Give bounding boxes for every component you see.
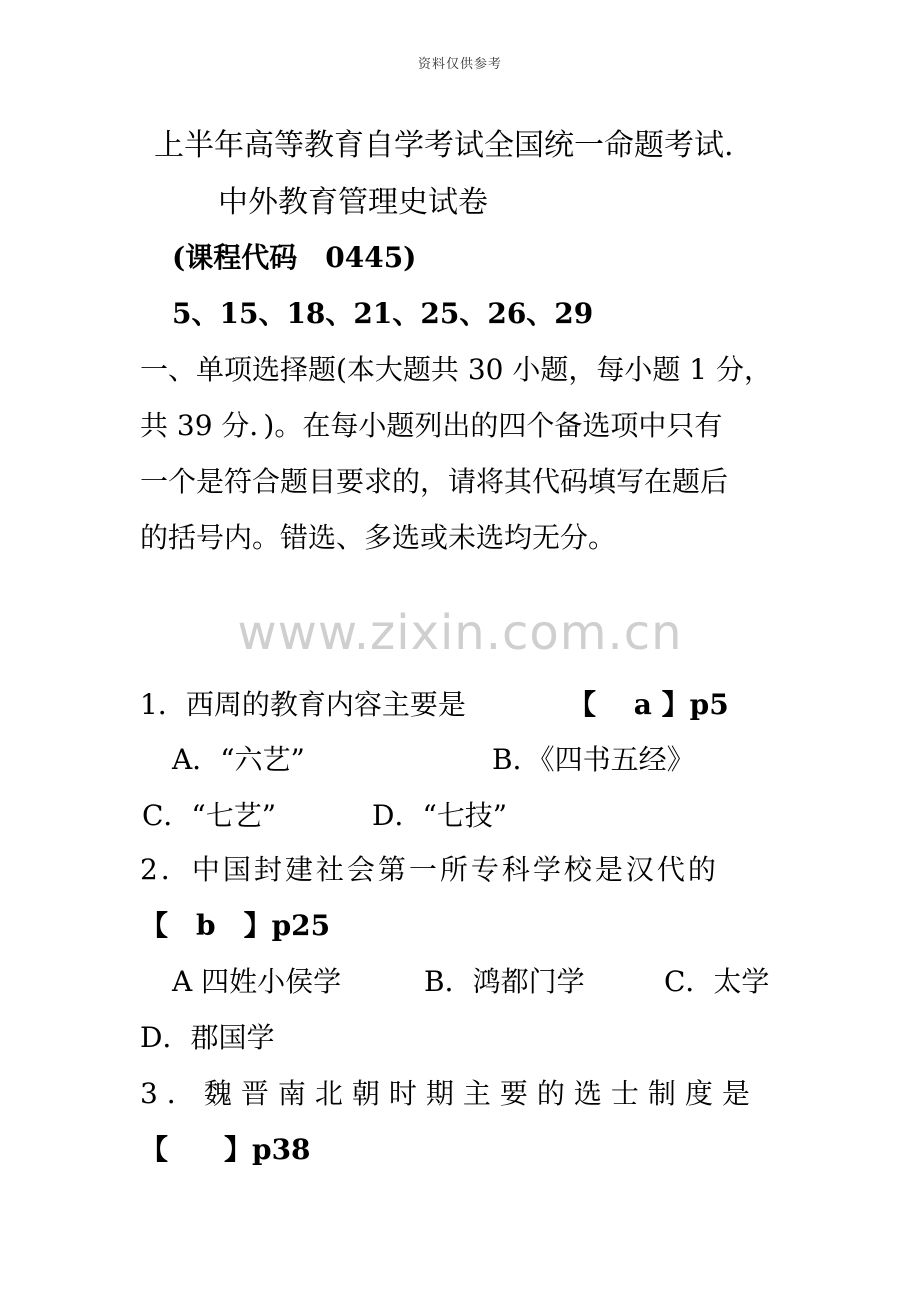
course-code: (课程代码 0445) <box>172 241 417 274</box>
question-2-stem: 2．中国封建社会第一所专科学校是汉代的 <box>140 853 719 886</box>
question-1-stem: 1．西周的教育内容主要是 <box>140 688 466 721</box>
question-2-option-a: A 四姓小侯学 <box>172 965 342 998</box>
section-instructions-line-1: 一、单项选择题(本大题共 30 小题，每小题 1 分， <box>140 353 772 386</box>
question-2-option-b: B．鸿都门学 <box>424 965 585 998</box>
question-1-option-d: D．“七技” <box>372 799 508 832</box>
question-1-option-a: A．“六艺” <box>172 743 305 776</box>
exam-title: 上半年高等教育自学考试全国统一命题考试. <box>154 128 734 163</box>
page-references: 5、15、18、21、25、26、29 <box>172 297 594 330</box>
question-2-option-d: D．郡国学 <box>140 1021 275 1054</box>
question-3-stem: 3．魏晋南北朝时期主要的选士制度是 <box>140 1077 759 1110</box>
section-instructions-line-4: 的括号内。错选、多选或未选均无分。 <box>140 521 617 554</box>
section-instructions-line-2: 共 39 分．)。在每小题列出的四个备选项中只有 <box>140 409 723 442</box>
paper-title: 中外教育管理史试卷 <box>218 185 488 220</box>
watermark: www.zixin.com.cn <box>237 605 683 661</box>
question-2-answer: 【 b 】p25 <box>140 909 331 942</box>
header-note: 资料仅供参考 <box>417 57 502 72</box>
question-2-option-c: C．太学 <box>664 965 770 998</box>
question-1-answer: 【 a 】p5 <box>568 688 729 721</box>
question-1-option-b: B．《四书五经》 <box>492 743 695 776</box>
section-instructions-line-3: 一个是符合题目要求的，请将其代码填写在题后 <box>140 465 729 498</box>
question-1-option-c: C．“七艺” <box>142 799 277 832</box>
question-3-answer: 【 】p38 <box>140 1133 311 1166</box>
